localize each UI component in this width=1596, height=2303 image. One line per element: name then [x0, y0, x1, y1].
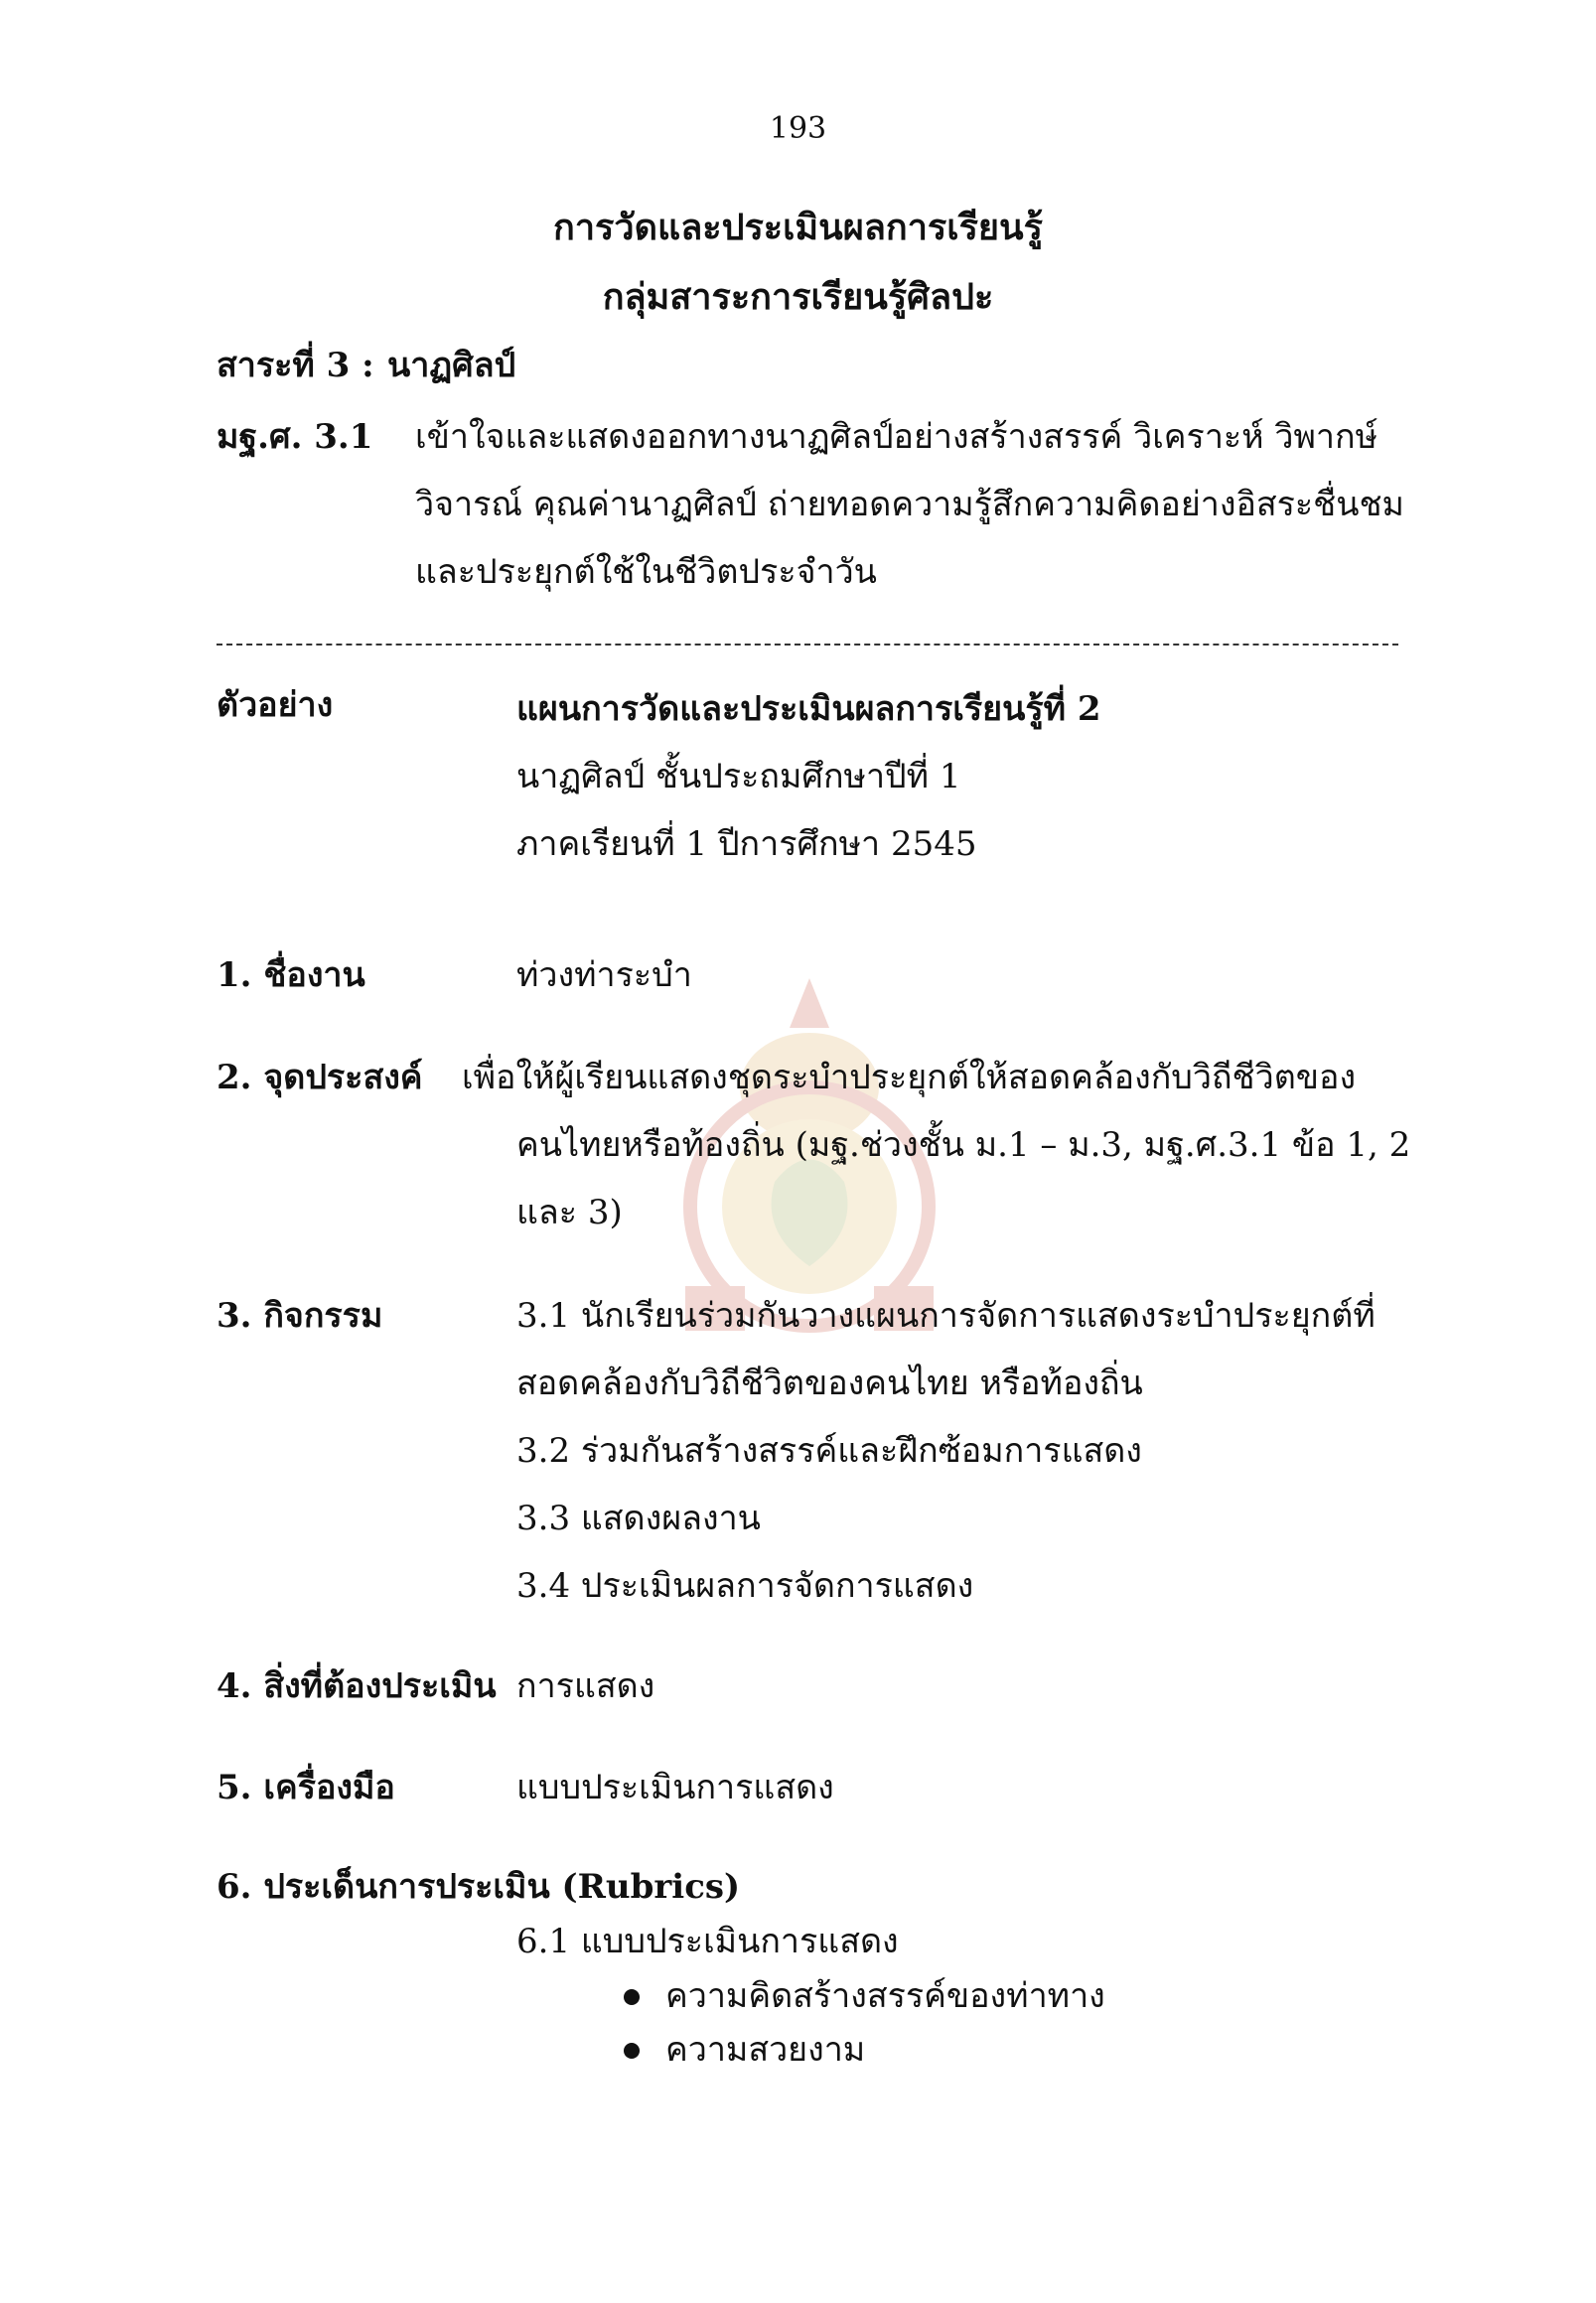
plan-title: แผนการวัดและประเมินผลการเรียนรู้ที่ 2	[516, 689, 1101, 729]
activity-3-1-cont: สอดคล้องกับวิถีชีวิตของคนไทย หรือท้องถิ่น	[516, 1364, 1143, 1403]
tool-value: แบบประเมินการแสดง	[516, 1768, 834, 1807]
item-name-label: 1. ชื่องาน	[217, 955, 365, 995]
rubric-bullet-2: ความสวยงาม	[665, 2030, 866, 2070]
activity-3-2: 3.2 ร่วมกันสร้างสรรค์และฝึกซ้อมการแสดง	[516, 1431, 1142, 1471]
rubrics-label: 6. ประเด็นการประเมิน (Rubrics)	[217, 1867, 741, 1907]
term-line: ภาคเรียนที่ 1 ปีการศึกษา 2545	[516, 824, 977, 864]
objective-line-2: คนไทยหรือท้องถิ่น (มฐ.ช่วงชั้น ม.1 – ม.3, มฐ.ศ.3.1 ข้อ 1, 2	[516, 1125, 1411, 1165]
standard-code: มฐ.ศ. 3.1	[217, 417, 373, 457]
standard-line-2: วิจารณ์ คุณค่านาฏศิลป์ ถ่ายทอดความรู้สึกความคิดอย่างอิสระชื่นชม	[415, 485, 1404, 524]
bullet-dot	[624, 2043, 640, 2059]
objective-line-1: เพื่อให้ผู้เรียนแสดงชุดระบำประยุกต์ให้สอดคล้องกับวิถีชีวิตของ	[462, 1058, 1357, 1097]
objective-line-3: และ 3)	[516, 1193, 623, 1232]
standard-line-3: และประยุกต์ใช้ในชีวิตประจำวัน	[415, 552, 877, 592]
bullet-dot	[624, 1989, 640, 2005]
activities-label: 3. กิจกรรม	[217, 1296, 383, 1336]
rubrics-sub: 6.1 แบบประเมินการแสดง	[516, 1922, 899, 1961]
page-number: 193	[769, 111, 827, 146]
title-line-2: กลุ่มสาระการเรียนรู้ศิลปะ	[602, 276, 994, 318]
activity-3-3: 3.3 แสดงผลงาน	[516, 1499, 761, 1538]
subject-line: นาฏศิลป์ ชั้นประถมศึกษาปีที่ 1	[516, 757, 961, 796]
objective-label: 2. จุดประสงค์	[217, 1058, 423, 1097]
standard-line-1: เข้าใจและแสดงออกทางนาฏศิลป์อย่างสร้างสรรค์ วิเคราะห์ วิพากษ์	[415, 417, 1378, 457]
assess-target-value: การแสดง	[516, 1666, 655, 1706]
assess-target-label: 4. สิ่งที่ต้องประเมิน	[217, 1666, 497, 1706]
activity-3-1: 3.1 นักเรียนร่วมกันวางแผนการจัดการแสดงระบำประยุกต์ที่	[516, 1296, 1376, 1336]
tool-label: 5. เครื่องมือ	[217, 1768, 395, 1807]
rubric-bullet-1: ความคิดสร้างสรรค์ของท่าทาง	[665, 1976, 1105, 2016]
activity-3-4: 3.4 ประเมินผลการจัดการแสดง	[516, 1566, 974, 1606]
example-label: ตัวอย่าง	[217, 685, 334, 725]
title-line-1: การวัดและประเมินผลการเรียนรู้	[553, 207, 1043, 248]
dashed-divider	[217, 644, 1398, 646]
item-name-value: ท่วงท่าระบำ	[516, 955, 692, 995]
strand-label: สาระที่ 3 :	[217, 346, 374, 385]
strand-value: นาฏศิลป์	[387, 346, 516, 385]
